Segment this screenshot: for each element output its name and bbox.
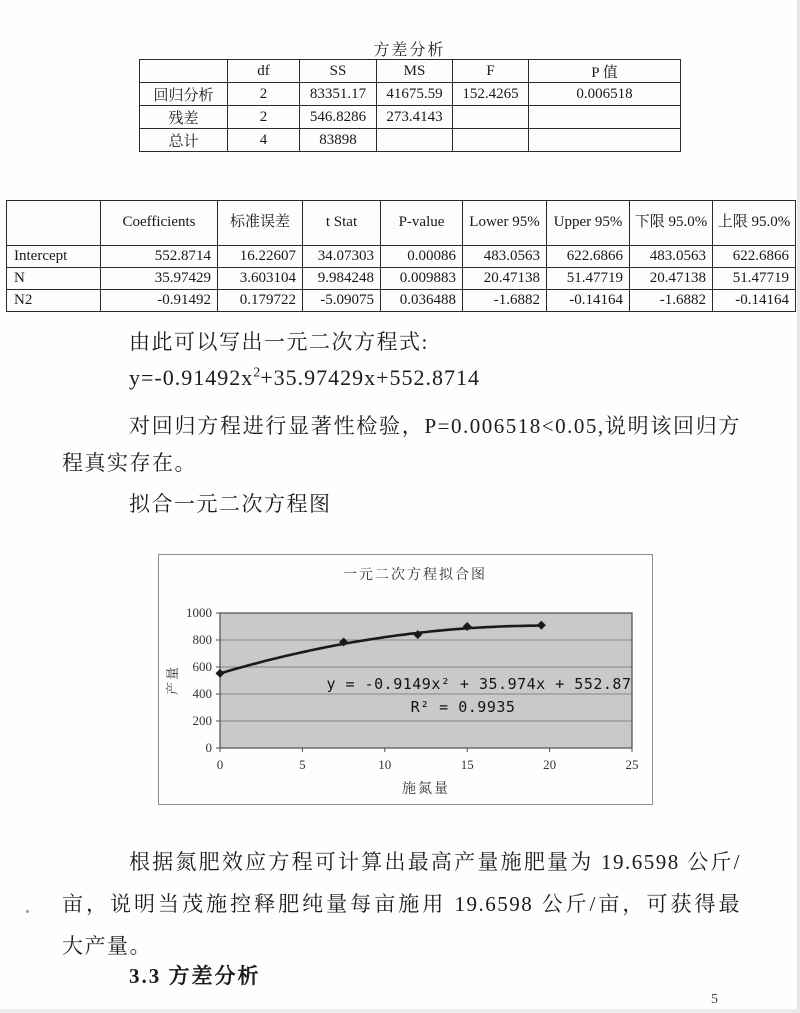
table-cell: 51.47719 <box>547 268 630 290</box>
equation-annotation-line-2: R² = 0.9935 <box>410 698 516 716</box>
x-tick-label: 20 <box>543 757 557 772</box>
coefficients-table <box>6 200 796 312</box>
row-label: 总计 <box>140 129 228 152</box>
table-cell: -0.14164 <box>713 290 796 312</box>
x-tick-label: 15 <box>460 757 474 772</box>
table-cell: 552.8714 <box>101 246 218 268</box>
quadratic-equation <box>129 364 480 392</box>
table-cell: -0.91492 <box>101 290 218 312</box>
row-label: Intercept <box>7 246 101 268</box>
table-cell: 483.0563 <box>463 246 547 268</box>
table-cell: 546.8286 <box>300 106 377 129</box>
column-header: Upper 95% <box>547 201 630 246</box>
column-header: MS <box>377 60 453 83</box>
table-row <box>7 268 796 290</box>
table-cell: -1.6882 <box>463 290 547 312</box>
fit-chart <box>158 554 653 805</box>
table-row <box>140 129 681 152</box>
column-header: P-value <box>381 201 463 246</box>
x-tick-label: 5 <box>299 757 306 772</box>
significance-text-line-2: 程真实存在。 <box>62 451 197 475</box>
table-cell: 20.47138 <box>463 268 547 290</box>
table-cell: 35.97429 <box>101 268 218 290</box>
x-axis-label: 施氮量 <box>402 782 450 797</box>
table-cell: -0.14164 <box>547 290 630 312</box>
fit-chart-canvas <box>159 555 652 804</box>
column-header: P 值 <box>529 60 681 83</box>
table-cell: 0.009883 <box>381 268 463 290</box>
conclusion-line-3: 大产量。 <box>62 934 152 958</box>
table-cell: 483.0563 <box>630 246 713 268</box>
table-cell <box>529 106 681 129</box>
x-tick-label: 10 <box>378 757 392 772</box>
y-tick-label: 600 <box>192 659 212 674</box>
column-header: t Stat <box>303 201 381 246</box>
table-cell: 9.984248 <box>303 268 381 290</box>
table-row <box>7 290 796 312</box>
x-tick-label: 25 <box>625 757 639 772</box>
table-cell: 0.006518 <box>529 83 681 106</box>
conclusion-line-2: 亩，说明当茂施控释肥纯量每亩施用 19.6598 公斤/亩，可获得最 <box>62 892 741 916</box>
column-header: F <box>453 60 529 83</box>
table-cell <box>453 129 529 152</box>
table-cell: 41675.59 <box>377 83 453 106</box>
equation-annotation-line-1: y = -0.9149x² + 35.974x + 552.87 <box>326 675 632 693</box>
column-header <box>7 201 101 246</box>
table-cell: -5.09075 <box>303 290 381 312</box>
table-cell <box>377 129 453 152</box>
conclusion-line-1: 根据氮肥效应方程可计算出最高产量施肥量为 19.6598 公斤/ <box>129 850 741 874</box>
table-cell <box>453 106 529 129</box>
table-header-row <box>7 201 796 246</box>
column-header: 上限 95.0% <box>713 201 796 246</box>
page-number: 5 <box>711 992 718 1007</box>
table-cell: 622.6866 <box>547 246 630 268</box>
column-header: SS <box>300 60 377 83</box>
table-header-row <box>140 60 681 83</box>
significance-text-line-1: 对回归方程进行显著性检验，P=0.006518<0.05,说明该回归方 <box>129 414 741 438</box>
row-label: N <box>7 268 101 290</box>
column-header: 标准误差 <box>218 201 303 246</box>
table-cell: 83898 <box>300 129 377 152</box>
table-cell: 2 <box>228 83 300 106</box>
column-header <box>140 60 228 83</box>
equation-superscript: 2 <box>253 365 261 381</box>
row-label: 回归分析 <box>140 83 228 106</box>
y-tick-label: 0 <box>205 740 212 755</box>
table-cell <box>529 129 681 152</box>
chart-caption: 拟合一元二次方程图 <box>129 492 332 516</box>
scan-edge-bottom <box>0 1009 800 1013</box>
row-label: 残差 <box>140 106 228 129</box>
table-cell: -1.6882 <box>630 290 713 312</box>
table-cell: 273.4143 <box>377 106 453 129</box>
table-cell: 16.22607 <box>218 246 303 268</box>
column-header: Lower 95% <box>463 201 547 246</box>
table-row <box>7 246 796 268</box>
table-cell: 4 <box>228 129 300 152</box>
table-cell: 34.07303 <box>303 246 381 268</box>
scan-speck <box>26 910 29 913</box>
column-header: Coefficients <box>101 201 218 246</box>
table-cell: 2 <box>228 106 300 129</box>
table-cell: 20.47138 <box>630 268 713 290</box>
table-cell: 83351.17 <box>300 83 377 106</box>
equation-post: +35.97429x+552.8714 <box>260 365 481 390</box>
equation-pre: y=-0.91492x <box>129 365 254 390</box>
table-row <box>140 83 681 106</box>
table-cell: 0.00086 <box>381 246 463 268</box>
chart-title: 一元二次方程拟合图 <box>343 568 487 583</box>
y-tick-label: 1000 <box>186 605 212 620</box>
y-axis-label: 产量 <box>165 664 180 696</box>
anova-table <box>139 59 681 152</box>
table-cell: 0.036488 <box>381 290 463 312</box>
row-label: N2 <box>7 290 101 312</box>
table-cell: 3.603104 <box>218 268 303 290</box>
table-cell: 152.4265 <box>453 83 529 106</box>
section-heading: 3.3 方差分析 <box>129 964 261 988</box>
y-tick-label: 800 <box>192 632 212 647</box>
y-tick-label: 200 <box>192 713 212 728</box>
y-tick-label: 400 <box>192 686 212 701</box>
anova-table-title: 方差分析 <box>373 42 446 59</box>
intro-sentence: 由此可以写出一元二次方程式: <box>129 330 429 354</box>
table-cell: 51.47719 <box>713 268 796 290</box>
column-header: 下限 95.0% <box>630 201 713 246</box>
x-tick-label: 0 <box>216 757 224 772</box>
table-row <box>140 106 681 129</box>
table-cell: 622.6866 <box>713 246 796 268</box>
column-header: df <box>228 60 300 83</box>
table-cell: 0.179722 <box>218 290 303 312</box>
